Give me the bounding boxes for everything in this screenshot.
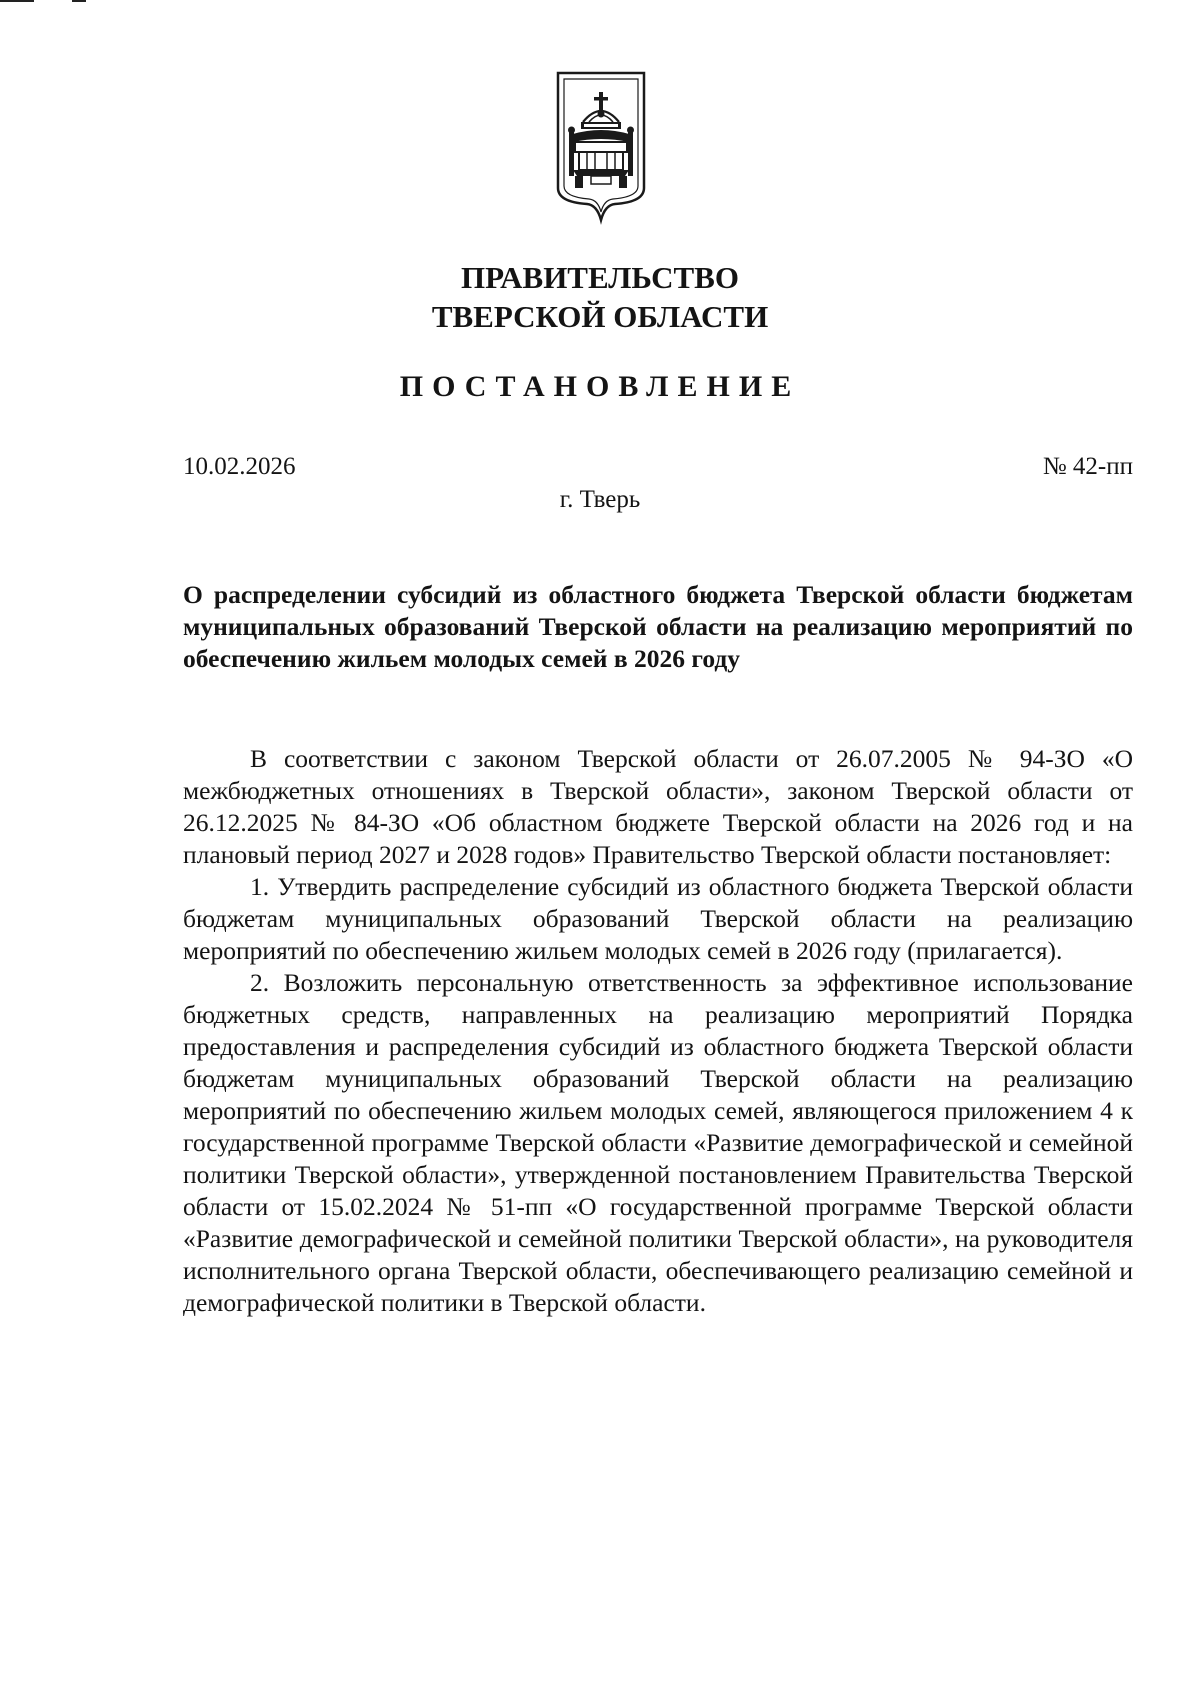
document-date: 10.02.2026	[183, 453, 296, 480]
organization-title-line1: ПРАВИТЕЛЬСТВО	[461, 260, 739, 295]
preamble-paragraph: В соответствии с законом Тверской области от 26.07.2005 № 94-ЗО «О межбюджетных отношениях в Тверской области», законом Тверской области от 26.12.2025 № 84-ЗО «Об областном бюджете Тверской области на 2026 год и на плановый период 2027 и 2028 годов» Правительство Тверской области постановляет:	[183, 744, 1133, 869]
organization-title	[0, 258, 1200, 336]
document-type: ПОСТАНОВЛЕНИЕ	[399, 370, 801, 403]
document-number: № 42-пп	[1042, 453, 1133, 480]
scan-edge-mark	[0, 0, 34, 2]
document-body	[183, 743, 1133, 1319]
document-subject: О распределении субсидий из областного бюджета Тверской области бюджетам муниципальных образований Тверской области на реализацию мероприятий по обеспечению жильем молодых семей в 2026 году	[183, 580, 1133, 673]
organization-title-line2: ТВЕРСКОЙ ОБЛАСТИ	[431, 299, 769, 334]
document-city: г. Тверь	[559, 486, 641, 513]
resolution-item-2: 2. Возложить персональную ответственность за эффективное использование бюджетных средств, направленных на реализацию мероприятий Порядка предоставления и распределения субсидий из областного бюджета Тверской области бюджетам муниципальных образований Тверской области на реализацию мероприятий по обеспечению жильем молодых семей, являющегося приложением 4 к государственной программе Тверской области «Развитие демографической и семейной политики Тверской области», утвержденной постановлением Правительства Тверской области от 15.02.2024 № 51-пп «О государственной программе Тверской области «Развитие демографической и семейной политики Тверской области», на руководителя исполнительного органа Тверской области, обеспечивающего реализацию семейной и демографической политики в Тверской области.	[183, 968, 1133, 1317]
coat-of-arms-icon	[555, 70, 647, 226]
resolution-item-1: 1. Утвердить распределение субсидий из областного бюджета Тверской области бюджетам муниципальных образований Тверской области на реализацию мероприятий по обеспечению жильем молодых семей в 2026 году (прилагается).	[183, 872, 1133, 965]
scan-edge-mark	[72, 0, 86, 2]
